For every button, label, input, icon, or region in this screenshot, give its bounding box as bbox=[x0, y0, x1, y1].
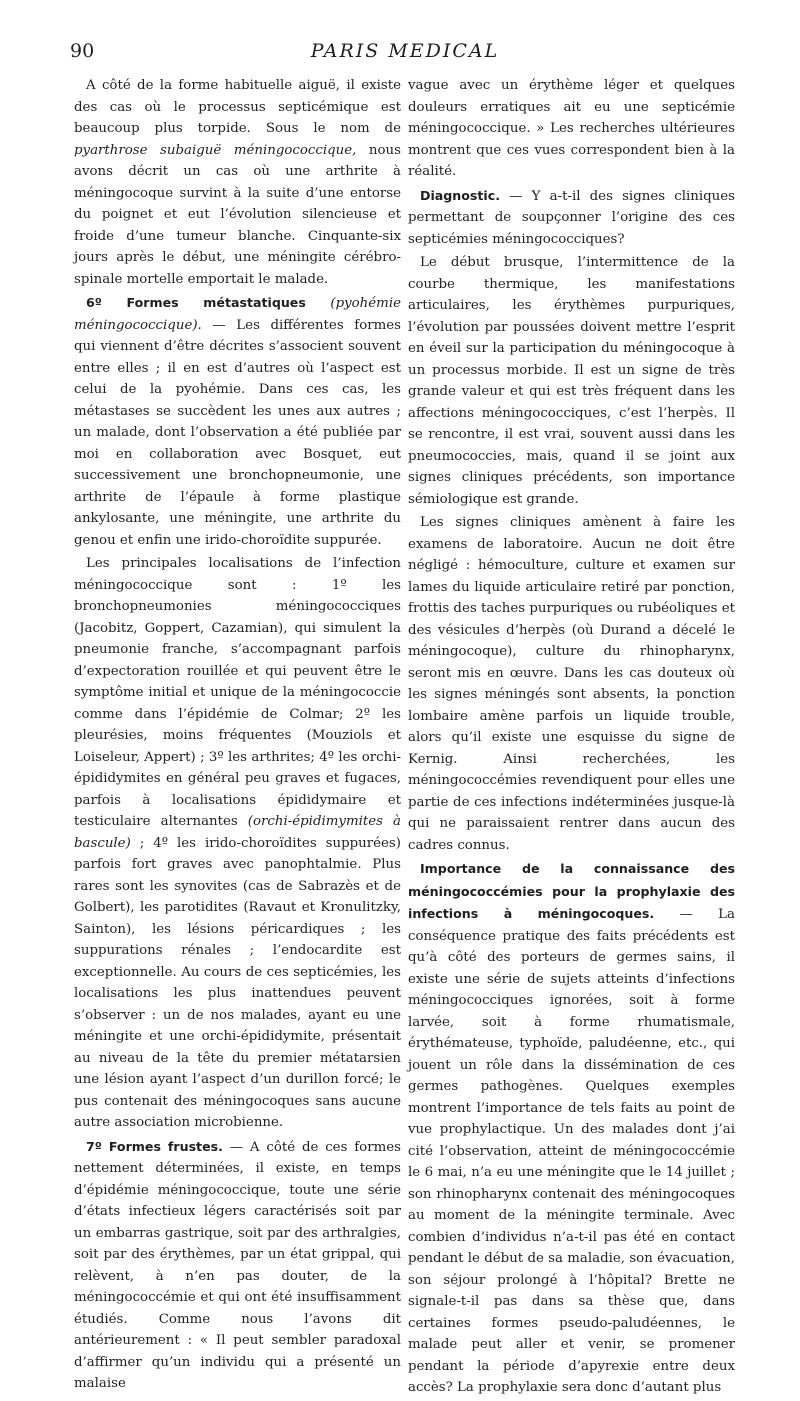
journal-title: PARIS MEDICAL bbox=[310, 40, 500, 62]
emphasis: (pyohémie méningococcique). bbox=[74, 296, 401, 333]
text: ; 4º les irido-choroïdites suppurées) parfois fort graves avec panophtalmie. Plus rares sont les synovites (cas de Sabrazès et de Golbert), les parotidites (Ravaut et Kronulitzky, Sainton), les lésions péricardiques ; les suppurations rénales ; l’endocardite est exceptionnelle. Au cours de ces septicémies, les localisations les plus inattendues peuvent s’observer : un de nos malades, ayant eu une méningite et une orchi-épididymite, présentait au niveau de la tête du premier métatarsien une lésion ayant l’aspect d’un durillon forcé; le pus contenait des méningocoques sans aucune autre association microbienne. bbox=[74, 835, 401, 1130]
section-heading: Importance de la connaissance des méningococcémies pour la prophylaxie des infections à méningocoques. bbox=[408, 861, 735, 921]
page-number: 90 bbox=[70, 40, 95, 62]
text: — Y a-t-il des signes cliniques permettant de soupçonner l’origine des ces septicémies méningococciques? bbox=[408, 188, 735, 247]
paragraph bbox=[408, 185, 735, 251]
text: Le début brusque, l’intermittence de la courbe thermique, les manifestations articulaires, les érythèmes purpuriques, l’évolution par poussées doivent mettre l’esprit en éveil sur la participation du méningocoque à un processus morbide. Il est un signe de très grande valeur et qui est très fréquent dans les affections méningococciques, c’est l’herpès. Il se rencontre, il est vrai, souvent aussi dans les pneumococcies, mais, quand il se joint aux signes cliniques précédents, son importance sémiologique est grande. bbox=[408, 255, 735, 507]
section-heading: Diagnostic. bbox=[420, 187, 500, 203]
right-column bbox=[408, 75, 735, 1401]
page-header bbox=[70, 40, 740, 70]
paragraph bbox=[74, 1136, 401, 1395]
section-heading: 7º Formes frustes. bbox=[86, 1138, 223, 1154]
text: Les principales localisations de l’infection méningococcique sont : 1º les bronchopneumonies méningococciques (Jacobitz, Goppert, Cazamian), qui simulent la pneumonie franche, s’accompagnant parfois d’expectoration rouillée et qui peuvent être le symptôme initial et unique de la méningococcie comme dans l’épidémie de Colmar; 2º les pleurésies, moins fréquentes (Mouziols et Loiseleur, Appert) ; 3º les arthrites; 4º les orchi-épididymites en général peu graves et fugaces, parfois à localisations épididymaire et testiculaire alternantes bbox=[74, 556, 401, 829]
paragraph bbox=[408, 512, 735, 856]
text: — A côté de ces formes nettement déterminées, il existe, en temps d’épidémie méningococcique, toute une série d’états infectieux légers caractérisés soit par un embarras gastrique, soit par des arthralgies, soit par des érythèmes, par un état grippal, qui relèvent, à n’en pas douter, de la méningococcémie et qui ont été insuffisamment étudiés. Comme nous l’avons dit antérieurement : « Il peut sembler paradoxal d’affirmer qu’un individu qui a présenté un malaise bbox=[74, 1139, 401, 1391]
paragraph bbox=[408, 252, 735, 510]
emphasis: pyarthrose subaiguë méningococcique, bbox=[74, 142, 357, 158]
paragraph bbox=[74, 292, 401, 551]
text: — La conséquence pratique des faits précédents est qu’à côté des porteurs de germes sains, il existe une série de sujets atteints d’infections méningococciques ignorées, soit à forme larvée, soit à forme rhumatismale, érythémateuse, typhoïde, paludéenne, etc., qui jouent un rôle dans la dissémination de ces germes pathogènes. Quelques exemples montrent l’importance de tels faits au point de vue prophylactique. Un des malades dont j’ai cité l’observation, atteint de méningococcémie le 6 mai, n’a eu une méningite que le 14 juillet ; son rhinopharynx contenait des méningocoques au moment de la méningite terminale. Avec combien d’individus n’a-t-il pas été en contact pendant le début de sa maladie, son évacuation, son séjour prolongé à l’hôpital? Brette ne signale-t-il pas dans sa thèse que, dans certaines formes pseudo-paludéennes, le malade peut aller et venir, se promener pendant la période d’apyrexie entre deux accès? La prophylaxie sera donc d’autant plus bbox=[408, 907, 735, 1395]
paragraph bbox=[74, 553, 401, 1134]
paragraph bbox=[74, 75, 401, 290]
text: — Les différentes formes qui viennent d’être décrites s’associent souvent entre elles ; il en est d’autres où l’aspect est celui de la pyohémie. Dans ces cas, les métastases se succèdent les unes aux autres ; un malade, dont l’observation a été publiée par moi en collaboration avec Bosquet, eut successivement une bronchopneumonie, une arthrite de l’épaule à forme plastique ankylosante, une méningite, une arthrite du genou et enfin une irido-choroïdite suppurée. bbox=[74, 317, 401, 548]
paragraph bbox=[408, 75, 735, 183]
section-heading: 6º Formes métastatiques bbox=[86, 295, 306, 310]
paragraph bbox=[408, 858, 735, 1399]
text: vague avec un érythème léger et quelques douleurs erratiques ait eu une septicémie méningococcique. » Les recherches ultérieures montrent que ces vues correspondent bien à la réalité. bbox=[408, 78, 735, 179]
left-column bbox=[74, 75, 401, 1397]
emphasis: (orchi-épidimymites à bascule) bbox=[74, 814, 401, 851]
text: A côté de la forme habituelle aiguë, il existe des cas où le processus septicémique est beaucoup plus torpide. Sous le nom de bbox=[74, 78, 401, 136]
text: Les signes cliniques amènent à faire les examens de laboratoire. Aucun ne doit être négligé : hémoculture, culture et examen sur lames du liquide articulaire retiré par ponction, frottis des taches purpuriques ou rubéoliques et des vésicules d’herpès (où Durand a décelé le méningocoque), culture du rhinopharynx, seront mis en œuvre. Dans les cas douteux où les signes méningés sont absents, la ponction lombaire amène parfois un liquide trouble, alors qu’il existe une esquisse du signe de Kernig. Ainsi recherchées, les méningococcémies revendiquent pour elles une partie de ces infections indéterminées jusque-là qui ne paraissaient rentrer dans aucun des cadres connus. bbox=[408, 515, 735, 853]
text: nous avons décrit un cas où une arthrite à méningocoque survint à la suite d’une entorse du poignet et eut l’évolution silencieuse et froide d’une tumeur blanche. Cinquante-six jours après le début, une méningite cérébro-spinale mortelle emportait le malade. bbox=[74, 142, 402, 287]
